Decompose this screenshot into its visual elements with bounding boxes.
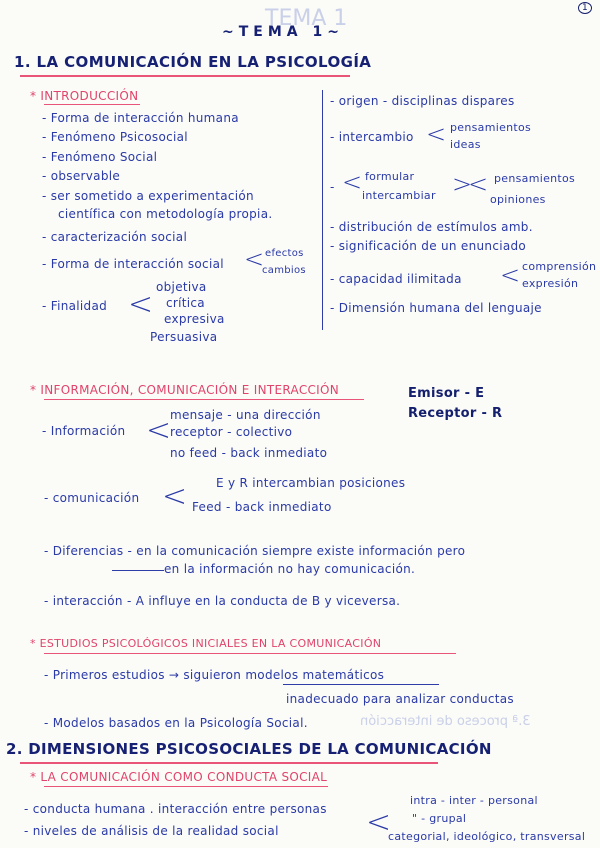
- brace-formular-close: >: [452, 170, 473, 198]
- show-through-text: 3.ª proceso de interacción: [360, 714, 531, 729]
- section2-label-underline: [44, 786, 328, 787]
- capacidad-opt: expresión: [522, 277, 579, 290]
- section2-heading: 2. DIMENSIONES PSICOSOCIALES DE LA COMUNICACIÓN: [6, 740, 492, 758]
- section1-heading: 1. LA COMUNICACIÓN EN LA PSICOLOGÍA: [14, 53, 372, 71]
- informacion-label: - Información: [42, 424, 126, 438]
- right-capacidad: - capacidad ilimitada: [330, 272, 462, 286]
- dash: -: [330, 180, 335, 194]
- comunicacion-label: - comunicación: [44, 491, 140, 505]
- brace-formular-open: <: [342, 168, 363, 196]
- brace-niveles: <: [366, 805, 392, 840]
- intro-item: - ser sometido a experimentación: [42, 189, 254, 203]
- brace-finalidad: <: [128, 287, 154, 322]
- inadecuado-line: inadecuado para analizar conductas: [286, 692, 514, 706]
- intercambio-opt: ideas: [450, 138, 481, 151]
- finalidad-item: expresiva: [164, 312, 225, 326]
- info-underline: [44, 399, 364, 400]
- right-dimension: - Dimensión humana del lenguaje: [330, 301, 542, 315]
- receptor-note: Receptor - R: [408, 406, 503, 421]
- finalidad-item: Persuasiva: [150, 330, 218, 344]
- niveles-opt: categorial, ideológico, transversal: [388, 830, 586, 843]
- conducta-line: - conducta humana . interacción entre personas: [24, 802, 327, 816]
- section2-label: * LA COMUNICACIÓN COMO CONDUCTA SOCIAL: [30, 770, 328, 784]
- estudios-underline: [44, 653, 456, 654]
- intro-item: científica con metodología propia.: [58, 207, 273, 221]
- informacion-opt: receptor - colectivo: [170, 425, 293, 439]
- informacion-opt: no feed - back inmediato: [170, 446, 328, 460]
- right-distribucion: - distribución de estímulos amb.: [330, 220, 533, 234]
- intro-label: * INTRODUCCIÓN: [30, 89, 139, 103]
- right-origen: - origen - disciplinas dispares: [330, 94, 515, 108]
- comunicacion-opt: E y R intercambian posiciones: [216, 476, 406, 490]
- niveles-opt: " - grupal: [412, 812, 467, 825]
- right-significacion: - significación de un enunciado: [330, 239, 527, 253]
- intro-item: - caracterización social: [42, 230, 188, 244]
- efectos-text: efectos: [265, 248, 304, 259]
- intro-item: - Fenómeno Psicosocial: [42, 130, 188, 144]
- brace-capacidad: <: [500, 261, 521, 289]
- niveles-opt: intra - inter - personal: [410, 794, 538, 807]
- intercambio-opt: pensamientos: [450, 121, 532, 134]
- brace-informacion: <: [146, 413, 172, 448]
- page-number: 1: [578, 2, 592, 14]
- diferencias-line2: en la información no hay comunicación.: [164, 562, 416, 576]
- formular-item: intercambiar: [362, 189, 436, 202]
- formular-opt: pensamientos: [494, 172, 576, 185]
- section2-underline: [20, 762, 438, 764]
- intro-item: - Forma de interacción social: [42, 257, 224, 271]
- primeros-line: - Primeros estudios → siguieron modelos matemáticos: [44, 668, 385, 682]
- finalidad-item: crítica: [166, 296, 205, 310]
- modelos-line: - Modelos basados en la Psicología Social.: [44, 716, 308, 730]
- column-divider: [322, 90, 323, 330]
- intro-item: - Finalidad: [42, 299, 108, 313]
- intro-item: - observable: [42, 169, 121, 183]
- brace-intercambio: <: [426, 120, 447, 148]
- right-intercambio: - intercambio: [330, 130, 414, 144]
- comunicacion-opt: Feed - back inmediato: [192, 500, 332, 514]
- capacidad-opt: comprensión: [522, 260, 597, 273]
- page-title: ~TEMA 1~: [222, 24, 344, 40]
- intro-item: - Fenómeno Social: [42, 150, 158, 164]
- niveles-line: - niveles de análisis de la realidad social: [24, 824, 279, 838]
- estudios-label: * ESTUDIOS PSICOLÓGICOS INICIALES EN LA COMUNICACIÓN: [30, 637, 382, 650]
- informacion-opt: mensaje - una dirección: [170, 408, 321, 422]
- formular-item: formular: [365, 170, 415, 183]
- brace-efectos: <: [244, 245, 265, 273]
- info-label: * INFORMACIÓN, COMUNICACIÓN E INTERACCIÓN: [30, 383, 340, 397]
- intro-item: - Forma de interacción humana: [42, 111, 239, 125]
- cambios-text: cambios: [262, 265, 306, 276]
- section1-underline: [20, 75, 350, 77]
- brace-formular-opts: <: [468, 170, 489, 198]
- diferencias-line1: - Diferencias - en la comunicación siempre existe información pero: [44, 544, 466, 558]
- show-through-title: TEMA 1: [265, 6, 348, 31]
- intro-underline: [44, 104, 140, 105]
- emisor-note: Emisor - E: [408, 386, 485, 401]
- interaccion-line: - interacción - A influye en la conducta de B y viceversa.: [44, 594, 401, 608]
- finalidad-item: objetiva: [156, 280, 207, 294]
- modelos-underline: [283, 684, 439, 685]
- brace-comunicacion: <: [162, 479, 188, 514]
- diferencias-connector: [112, 570, 164, 571]
- formular-opt: opiniones: [490, 193, 546, 206]
